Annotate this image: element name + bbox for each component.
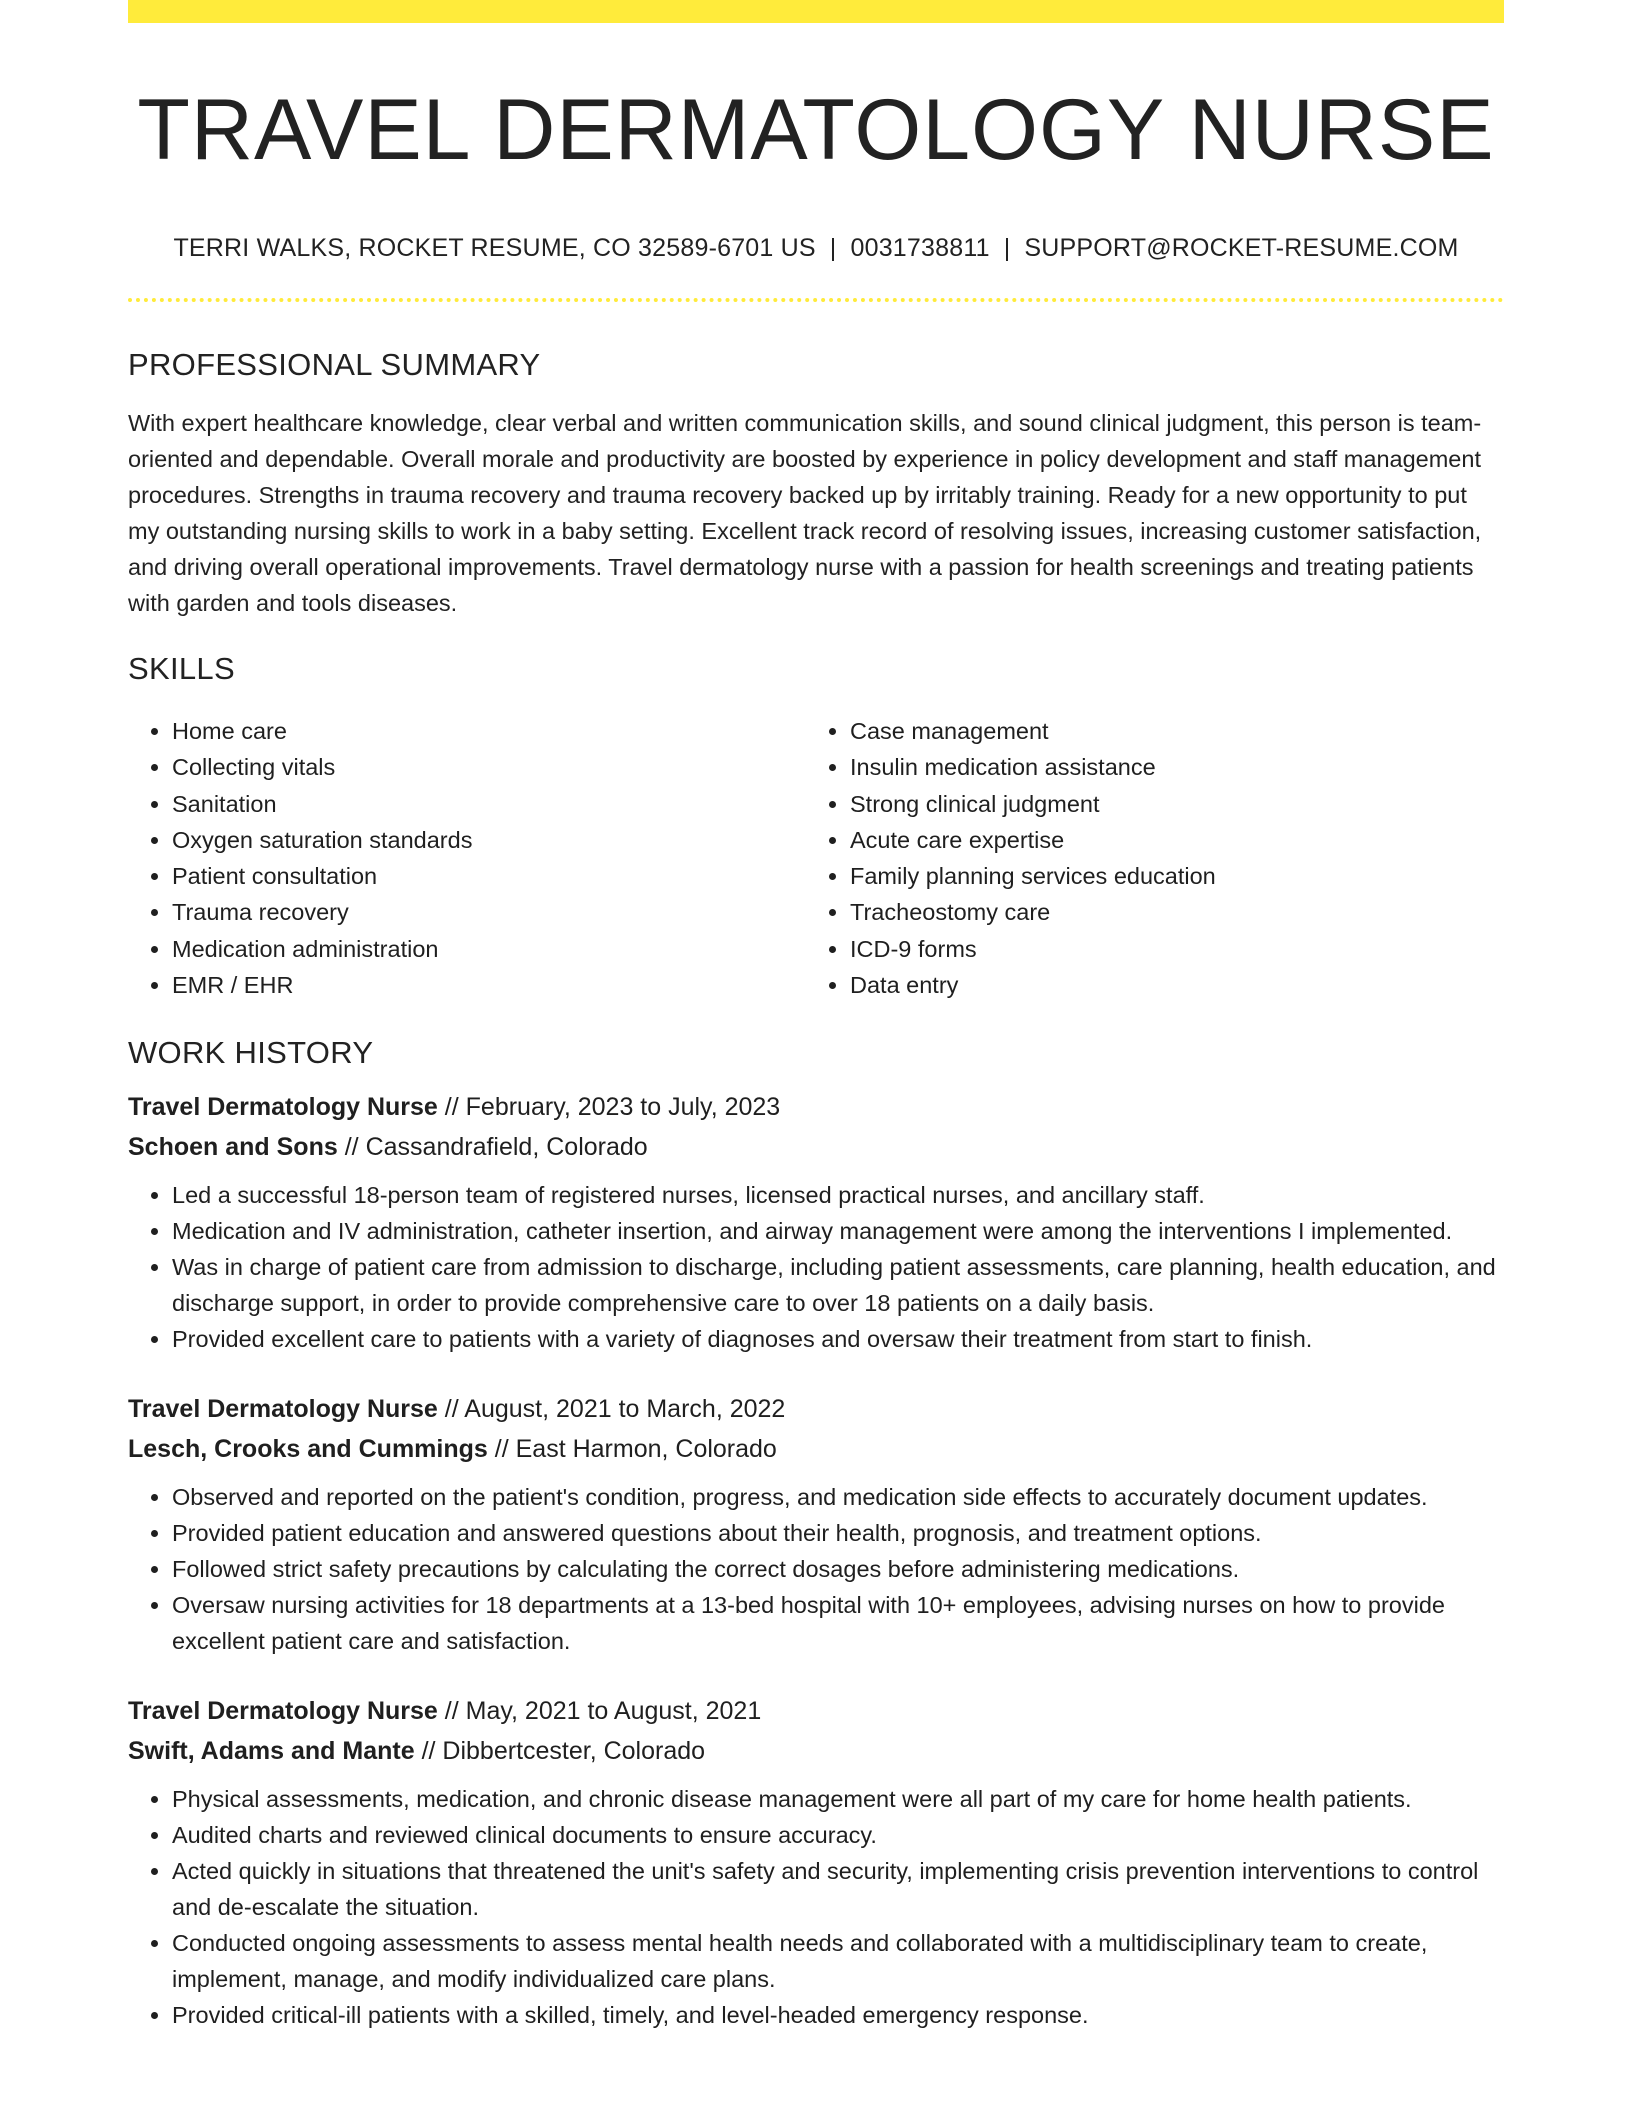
skill-item: • ICD-9 forms [850,931,1484,967]
job-location: Dibbertcester, Colorado [442,1737,706,1766]
summary-text: With expert healthcare knowledge, clear verbal and written communication skills, and sound clinical judgment, this person is team-oriented and dependable. Overall morale and productivity are boosted by experience in policy development and staff management procedures. Strengths in trauma recovery and trauma recovery backed up by irritably training. Ready for a new opportunity to put my outstanding nursing skills to work in a baby setting. Excellent track record of resolving issues, increasing customer satisfaction, and driving overall operational improvements. Travel dermatology nurse with a passion for health screenings and treating patients with garden and tools diseases. [128,410,1482,616]
contact-line [128,232,1504,264]
job-entry [128,1389,1504,1659]
job-entry [128,1691,1504,2033]
job-separator: // [444,1093,459,1122]
skill-item: • Family planning services education [850,858,1484,894]
contact-address: TERRI WALKS, ROCKET RESUME, CO 32589-6701 US [173,234,816,262]
job-dates: May, 2021 to August, 2021 [465,1697,762,1726]
job-company: Schoen and Sons [128,1133,338,1162]
job-dates: August, 2021 to March, 2022 [464,1395,786,1424]
job-location: Cassandrafield, Colorado [365,1133,648,1162]
skill-item: • Trauma recovery [172,894,806,930]
job-company-line [128,1127,1504,1167]
job-bullet: • Audited charts and reviewed clinical documents to ensure accuracy. [172,1817,1504,1853]
job-role: Travel Dermatology Nurse [128,1395,438,1424]
job-role-line [128,1691,1504,1731]
skill-item: • Oxygen saturation standards [172,822,806,858]
job-bullet: • Provided critical-ill patients with a skilled, timely, and level-headed emergency response. [172,1997,1504,2033]
summary-heading: PROFESSIONAL SUMMARY [128,347,541,382]
skills-column-right [806,713,1484,1003]
job-bullet: • Followed strict safety precautions by calculating the correct dosages before administering medications. [172,1551,1504,1587]
job-role-line [128,1087,1504,1127]
job-bullet: • Acted quickly in situations that threatened the unit's safety and security, implementing crisis prevention interventions to control and de-escalate the situation. [172,1853,1504,1925]
skill-item: • Strong clinical judgment [850,786,1484,822]
job-bullet: • Provided excellent care to patients with a variety of diagnoses and oversaw their treatment from start to finish. [172,1321,1504,1357]
job-role: Travel Dermatology Nurse [128,1093,438,1122]
skill-item: • Data entry [850,967,1484,1003]
job-bullets [128,1177,1504,1357]
skills-column-left [128,713,806,1003]
contact-separator: | [829,234,837,262]
contact-separator: | [1003,234,1011,262]
job-dates: February, 2023 to July, 2023 [465,1093,781,1122]
job-bullet: • Provided patient education and answered questions about their health, prognosis, and treatment options. [172,1515,1504,1551]
job-separator: // [444,1697,459,1726]
job-separator: // [494,1435,509,1464]
job-role: Travel Dermatology Nurse [128,1697,438,1726]
skill-item: • Medication administration [172,931,806,967]
skill-item: • Sanitation [172,786,806,822]
job-separator: // [421,1737,436,1766]
skills-list [128,713,1504,1003]
work-history-list [128,1087,1504,2033]
contact-phone: 0031738811 [850,234,990,262]
job-company-line [128,1429,1504,1469]
skill-item: • Collecting vitals [172,749,806,785]
job-bullet: • Conducted ongoing assessments to assess mental health needs and collaborated with a multidisciplinary team to create, implement, manage, and modify individualized care plans. [172,1925,1504,1997]
contact-email: SUPPORT@ROCKET-RESUME.COM [1024,234,1459,262]
job-bullets [128,1479,1504,1659]
skill-item: • Home care [172,713,806,749]
job-separator: // [444,1395,459,1424]
job-bullet: • Observed and reported on the patient's condition, progress, and medication side effects to accurately document updates. [172,1479,1504,1515]
skill-item: • EMR / EHR [172,967,806,1003]
job-bullet: • Oversaw nursing activities for 18 departments at a 13-bed hospital with 10+ employees, advising nurses on how to provide excellent patient care and satisfaction. [172,1587,1504,1659]
job-bullet: • Led a successful 18-person team of registered nurses, licensed practical nurses, and ancillary staff. [172,1177,1504,1213]
job-company: Swift, Adams and Mante [128,1737,415,1766]
resume-content [128,0,1504,2033]
job-bullet: • Medication and IV administration, catheter insertion, and airway management were among the interventions I implemented. [172,1213,1504,1249]
job-entry [128,1087,1504,1357]
skill-item: • Acute care expertise [850,822,1484,858]
skill-item: • Patient consultation [172,858,806,894]
work-history-heading: WORK HISTORY [128,1035,374,1071]
dotted-divider [128,298,1504,302]
job-location: East Harmon, Colorado [515,1435,777,1464]
skill-item: • Insulin medication assistance [850,749,1484,785]
resume-title: TRAVEL DERMATOLOGY NURSE [137,82,1495,178]
job-company-line [128,1731,1504,1771]
skills-heading: SKILLS [128,651,235,686]
job-role-line [128,1389,1504,1429]
job-bullet: • Physical assessments, medication, and chronic disease management were all part of my care for home health patients. [172,1781,1504,1817]
job-separator: // [344,1133,359,1162]
job-bullets [128,1781,1504,2033]
skill-item: • Case management [850,713,1484,749]
skill-item: • Tracheostomy care [850,894,1484,930]
job-company: Lesch, Crooks and Cummings [128,1435,488,1464]
job-bullet: • Was in charge of patient care from admission to discharge, including patient assessments, care planning, health education, and discharge support, in order to provide comprehensive care to over 18 patients on a daily basis. [172,1249,1504,1321]
